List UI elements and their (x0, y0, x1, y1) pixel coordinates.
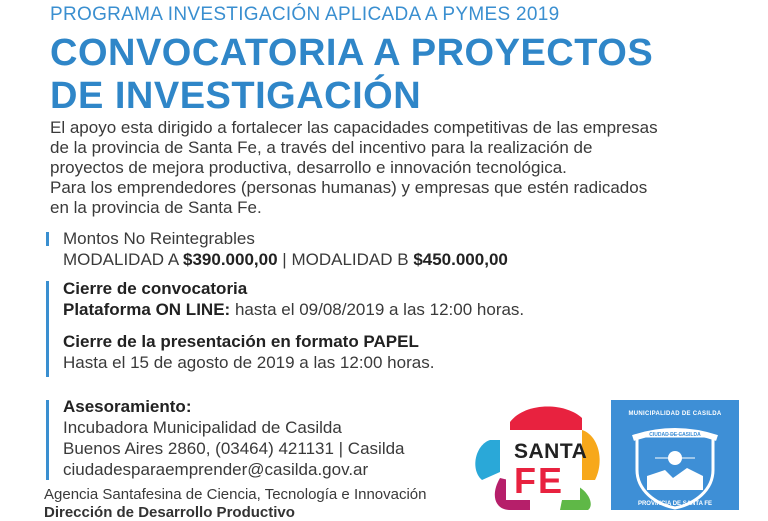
intro-line: proyectos de mejora productiva, desarrollo e innovación tecnológica. (50, 158, 567, 177)
santa-fe-logo (470, 400, 610, 510)
santa-fe-logo-text-2: FE (514, 460, 565, 501)
casilda-logo-top-text: MUNICIPALIDAD DE CASILDA (628, 411, 722, 417)
page-title-line2: DE INVESTIGACIÓN (50, 75, 422, 117)
casilda-logo-banner: CIUDAD DE CASILDA (649, 432, 701, 438)
direction-name: Dirección de Desarrollo Productivo (44, 504, 295, 521)
modalidad-a-label: MODALIDAD A (63, 250, 179, 269)
page-title-line1: CONVOCATORIA A PROYECTOS (50, 32, 654, 74)
asesoramiento-line: Buenos Aires 2860, (03464) 421131 | Casilda (63, 439, 405, 458)
intro-line: Para los emprendedores (personas humanas) y empresas que estén radicados (50, 178, 648, 197)
modalidad-b-value: $450.000,00 (413, 250, 508, 269)
contact-email[interactable]: ciudadesparaemprender@casilda.gov.ar (63, 460, 369, 479)
paper-text: Hasta el 15 de agosto de 2019 a las 12:00 horas. (63, 353, 435, 372)
casilda-logo-bottom-text: PROVINCIA DE SANTA FE (637, 501, 713, 507)
casilda-logo (611, 400, 739, 510)
asesoramiento-line: Incubadora Municipalidad de Casilda (63, 418, 342, 437)
section-divider (46, 232, 49, 246)
agency-name: Agencia Santafesina de Ciencia, Tecnología e Innovación (44, 486, 427, 503)
modalidad-a-value: $390.000,00 (183, 250, 278, 269)
intro-line: El apoyo esta dirigido a fortalecer las capacidades competitivas de las empresas (50, 118, 658, 137)
asesoramiento-section (63, 396, 405, 480)
intro-line: en la provincia de Santa Fe. (50, 198, 262, 217)
montos-heading: Montos No Reintegrables (63, 229, 255, 248)
cierre-section (63, 278, 524, 373)
asesoramiento-heading: Asesoramiento: (63, 397, 192, 416)
cierre-heading: Cierre de convocatoria (63, 279, 248, 298)
platform-label: Plataforma ON LINE: (63, 300, 231, 319)
section-divider (46, 281, 49, 377)
paper-heading: Cierre de la presentación en formato PAPEL (63, 332, 419, 351)
intro-paragraph (50, 118, 750, 218)
intro-line: de la provincia de Santa Fe, a través del incentivo para la realización de (50, 138, 593, 157)
platform-text: hasta el 09/08/2019 a las 12:00 horas. (234, 300, 525, 319)
montos-section (63, 228, 508, 270)
section-divider (46, 400, 49, 480)
santa-fe-logo-text-1: SANTA (514, 440, 588, 463)
modalidad-b-label: MODALIDAD B (291, 250, 409, 269)
platform-line (63, 299, 524, 320)
program-title: PROGRAMA INVESTIGACIÓN APLICADA A PYMES 2019 (50, 4, 560, 25)
modalidad-separator: | (282, 250, 287, 269)
montos-values (63, 249, 508, 270)
